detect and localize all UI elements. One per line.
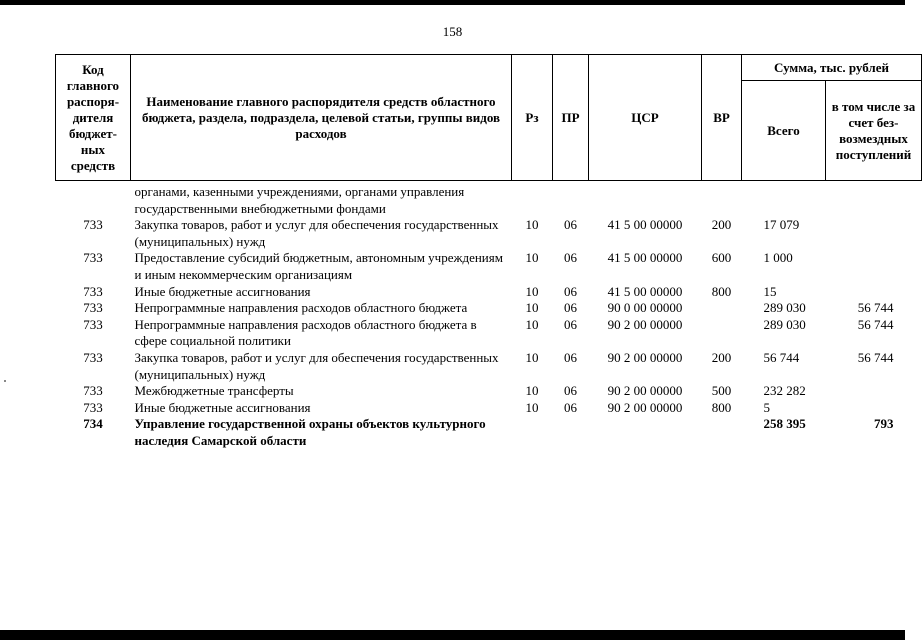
cell-pr: 06 [564,399,577,415]
cell-csr: 90 2 00 00000 [607,316,683,332]
cell-total: 56 744 [763,349,800,365]
cell-pr: 06 [564,316,577,332]
cell-total: 258 395 [763,416,806,432]
cell-rz: 10 [525,399,539,415]
cell-grants [826,217,922,250]
cell-csr: 90 0 00 00000 [607,300,683,316]
cell-total: 5 [763,399,770,415]
cell-pr: 06 [564,217,577,233]
cell-rz: 10 [525,383,539,399]
table-row [56,181,922,218]
cell-vr: 500 [711,383,732,399]
cell-rz [512,416,553,449]
cell-code [56,181,131,218]
table-row [56,400,922,417]
cell-grants: 793 [874,416,894,432]
cell-total: 17 079 [763,217,800,233]
cell-pr: 06 [564,250,577,266]
cell-csr [589,416,702,449]
cell-csr: 90 2 00 00000 [607,383,683,399]
page-number: 158 [442,24,463,39]
cell-grants: 56 744 [857,300,894,316]
budget-table [55,54,922,450]
cell-name: Предоставление субсидий бюджетным, автономным учреждениям и иным некоммерческим организациям [134,250,503,282]
cell-grants [826,250,922,283]
scan-speck [4,380,6,382]
cell-vr [702,300,742,317]
bottom-border-rule [0,630,905,640]
cell-pr: 06 [564,300,577,316]
cell-pr: 06 [564,383,577,399]
cell-vr [702,317,742,350]
cell-name: Иные бюджетные ассигнования [134,399,311,415]
cell-rz: 10 [525,217,539,233]
cell-code: 733 [83,283,103,299]
cell-name: Непрограммные направления расходов областного бюджета [134,300,468,316]
cell-grants [826,181,922,218]
cell-total: 15 [763,283,777,299]
cell-vr [702,181,742,218]
header-rz: Рз [512,55,553,181]
cell-pr [553,416,589,449]
cell-pr [553,181,589,218]
table-row [56,300,922,317]
cell-name: Иные бюджетные ассигнования [134,283,311,299]
table-row [56,217,922,250]
cell-grants [826,400,922,417]
cell-vr [702,416,742,449]
top-border-rule [0,0,905,5]
cell-code: 733 [83,250,103,266]
table-row [56,416,922,449]
table-row [56,317,922,350]
cell-grants [826,284,922,301]
cell-rz: 10 [525,250,539,266]
cell-vr: 600 [711,250,732,266]
table-body [56,181,922,450]
header-name: Наименование главного распорядителя средств областного бюджета, раздела, подраздела, целевой статьи, группы видов расходов [131,55,512,181]
cell-code: 733 [83,349,103,365]
cell-total [742,181,826,218]
header-grants: в том числе за счет без- возмездных поступлений [826,81,922,181]
cell-vr: 800 [711,399,732,415]
cell-grants [826,383,922,400]
cell-code: 734 [83,416,103,432]
cell-rz [512,181,553,218]
cell-code: 733 [83,316,103,332]
header-csr: ЦСР [589,55,702,181]
cell-grants: 56 744 [857,349,894,365]
cell-vr: 200 [711,349,732,365]
cell-grants: 56 744 [857,316,894,332]
cell-name: Межбюджетные трансферты [134,383,294,399]
table-row [56,383,922,400]
header-total: Всего [742,81,826,181]
cell-rz: 10 [525,316,539,332]
table-row [56,284,922,301]
header-code: Код главного распоря- дителя бюджет- ных средств [56,55,131,181]
cell-code: 733 [83,300,103,316]
cell-code: 733 [83,383,103,399]
cell-total: 289 030 [763,316,806,332]
header-pr: ПР [553,55,589,181]
cell-vr: 200 [711,217,732,233]
cell-name: Закупка товаров, работ и услуг для обеспечения государственных (муниципальных) нужд [134,217,499,249]
cell-name: органами, казенными учреждениями, органами управления государственными внебюджетными фондами [134,184,465,216]
cell-csr: 41 5 00 00000 [607,250,683,266]
cell-rz: 10 [525,349,539,365]
cell-code: 733 [83,217,103,233]
header-sum: Сумма, тыс. рублей [742,55,922,81]
cell-total: 232 282 [763,383,806,399]
cell-csr: 41 5 00 00000 [607,217,683,233]
cell-rz: 10 [525,300,539,316]
cell-name: Управление государственной охраны объектов культурного наследия Самарской области [134,416,486,448]
cell-name: Непрограммные направления расходов областного бюджета в сфере социальной политики [134,316,477,349]
cell-vr: 800 [711,283,732,299]
table-header [56,55,922,181]
cell-csr: 41 5 00 00000 [607,283,683,299]
cell-total: 289 030 [763,300,806,316]
header-vr: ВР [702,55,742,181]
table-row [56,350,922,383]
cell-pr: 06 [564,283,577,299]
cell-rz: 10 [525,283,539,299]
cell-csr: 90 2 00 00000 [607,399,683,415]
cell-pr: 06 [564,349,577,365]
cell-name: Закупка товаров, работ и услуг для обеспечения государственных (муниципальных) нужд [134,349,499,382]
cell-code: 733 [83,399,103,415]
table-row [56,250,922,283]
cell-total: 1 000 [763,250,793,266]
cell-csr: 90 2 00 00000 [607,349,683,365]
cell-csr [589,181,702,218]
